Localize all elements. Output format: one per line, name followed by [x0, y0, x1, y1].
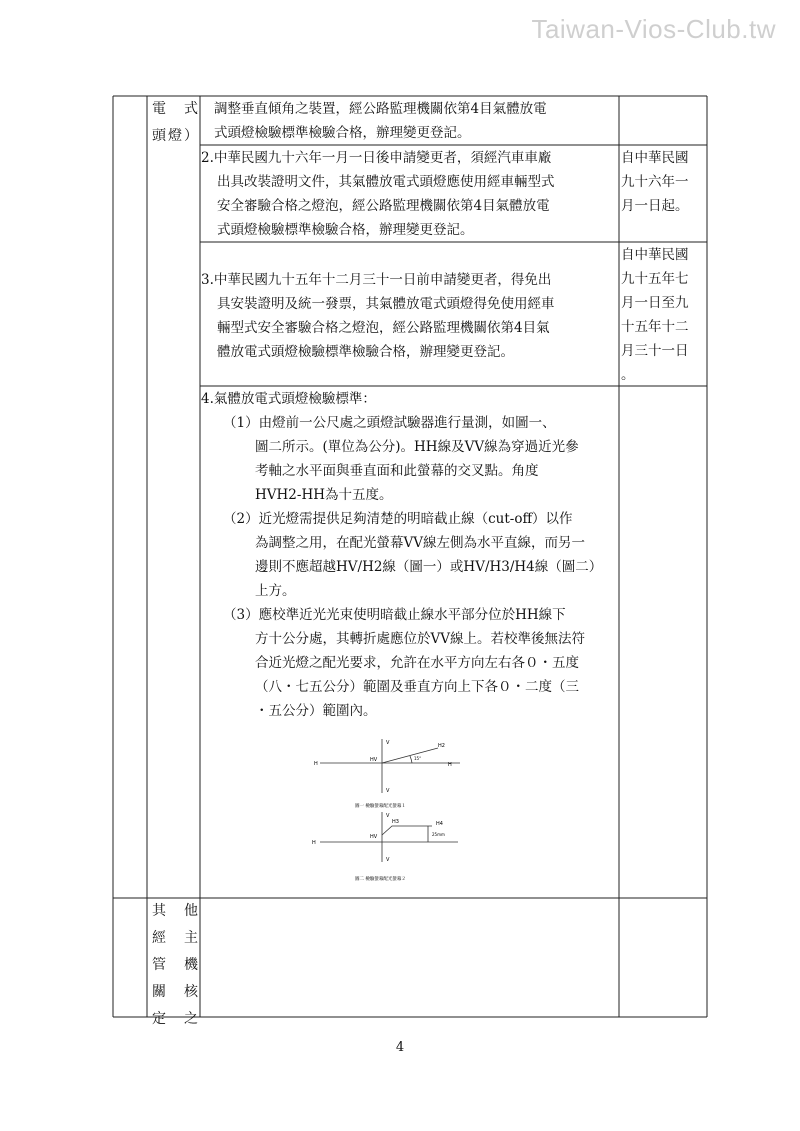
- watermark: Taiwan-Vios-Club.tw: [531, 14, 776, 44]
- fig1-hv: HV: [370, 757, 378, 763]
- row1-text: 調整垂直傾角之裝置，經公路監理機關依第4目氣體放電 式頭燈檢驗標準檢驗合格，辦理變更登記。: [214, 101, 547, 141]
- row2-effective-date: 自中華民國 九十六年一 月一日起。: [621, 150, 689, 214]
- row4-item-2: （2）近光燈需提供足夠清楚的明暗截止線（cut-off）以作 為調整之用，在配光螢幕VV線左側為水平直線，而另一 邊則不應超越HV/H2線（圖一）或HV/H3/H4線（圖二） 上方。: [223, 511, 603, 599]
- category-label-headlight: 電 式 頭燈）: [152, 101, 198, 144]
- page-number: 4: [395, 1040, 405, 1055]
- fig2-h3: H3: [392, 819, 399, 825]
- fig1-caption: 圖一 檢驗螢幕配光螢幕１: [355, 804, 406, 809]
- fig2-h4: H4: [436, 821, 443, 827]
- fig2-v-top: V: [386, 813, 390, 819]
- fig2-dim: 25mm: [432, 832, 445, 837]
- fig2-v-bottom: V: [386, 857, 390, 863]
- row3-text: 3.中華民國九十五年十二月三十一日前申請變更者，得免出 具安裝證明及統一發票，其氣體放電式頭燈得免使用經車 輛型式安全審驗合格之燈泡，經公路監理機關依第4目氣 體放電式頭燈檢驗標準檢驗合格，辦理變更登記。: [201, 272, 555, 360]
- fig1-v-top: V: [386, 740, 390, 746]
- row4-title: 4.氣體放電式頭燈檢驗標準：: [201, 391, 376, 407]
- fig1-angle: 15°: [414, 756, 422, 761]
- fig2-h-left: H: [312, 840, 316, 846]
- row4-text: [201, 387, 619, 723]
- fig1-h-left: H: [314, 761, 318, 767]
- figure-1-diagram: [300, 735, 480, 815]
- row4-item-1: （1）由燈前一公尺處之頭燈試驗器進行量測，如圖一、 圖二所示。(單位為公分)。HH線及VV線為穿過近光參 考軸之水平面與垂直面和此螢幕的交叉點。角度 HVH2-HH為十五度。: [223, 415, 579, 503]
- row3-effective-date: 自中華民國 九十五年七 月一日至九 十五年十二 月三十一日 。: [621, 247, 689, 383]
- category-label-other: 其 他 經 主 管 機 關 核 定 之: [152, 903, 198, 1027]
- fig1-h-right: H: [448, 762, 452, 768]
- fig1-h2: H2: [438, 743, 445, 749]
- fig2-hv: HV: [370, 834, 378, 840]
- fig1-v-bottom: V: [386, 788, 390, 794]
- row2-text: 2.中華民國九十六年一月一日後申請變更者，須經汽車車廠 出具改裝證明文件，其氣體放電式頭燈應使用經車輛型式 安全審驗合格之燈泡，經公路監理機關依第4目氣體放電 式頭燈檢驗標準檢驗合格，辦理變更登記。: [201, 150, 555, 238]
- fig2-caption: 圖二 檢驗螢幕配光螢幕２: [355, 877, 406, 882]
- figure-2-diagram: [300, 808, 480, 888]
- row4-item-3: （3）應校準近光光束使明暗截止線水平部分位於HH線下 方十公分處，其轉折處應位於VV線上。若校準後無法符 合近光燈之配光要求，允許在水平方向左右各０・五度 （八・七五公分）範圍及垂直方向上下各０・二度（三 ・五公分）範圍內。: [223, 607, 585, 719]
